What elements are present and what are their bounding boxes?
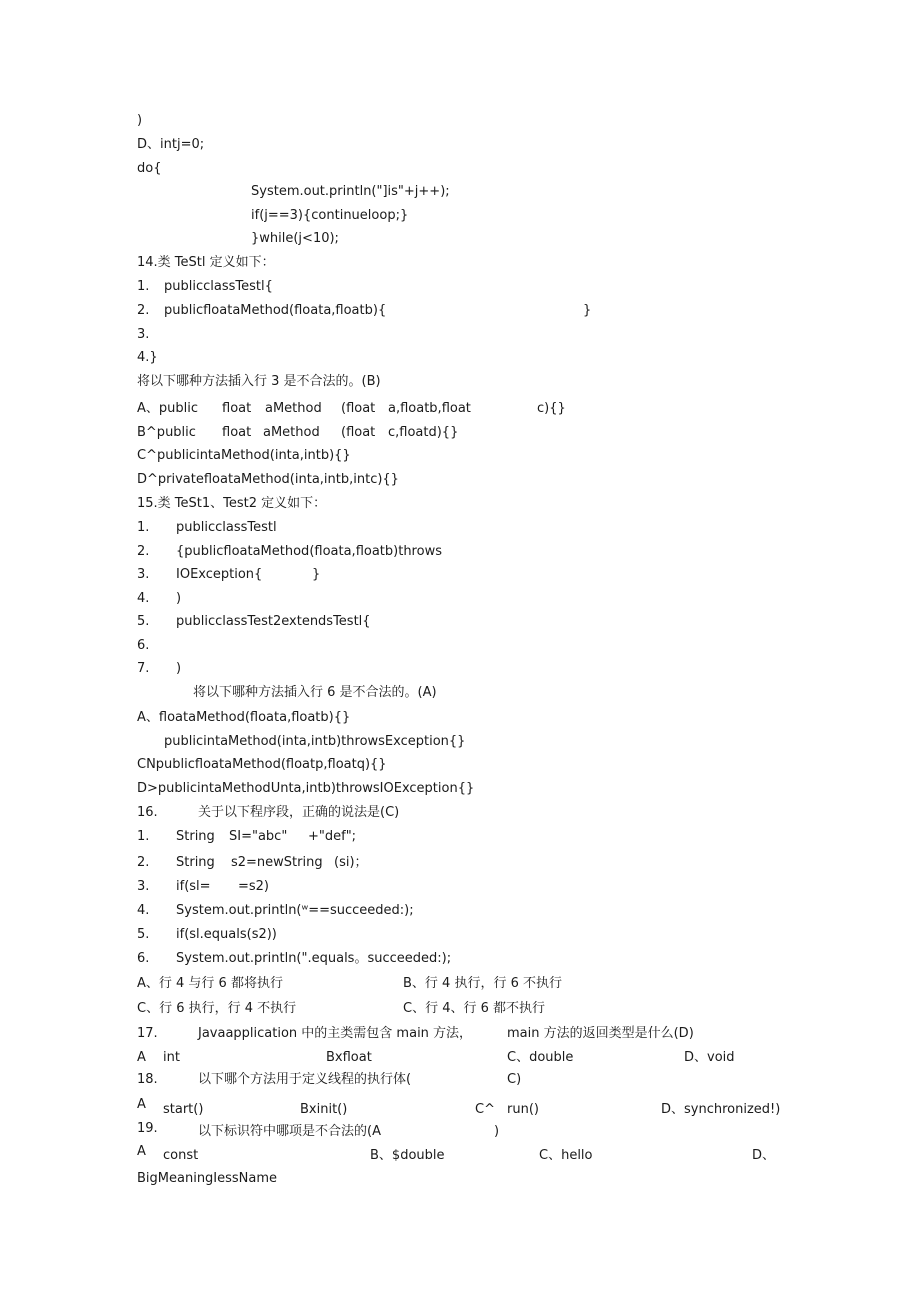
text-line: 17. [137,1026,158,1041]
text-line: System.out.println(".equals。succeeded꞉); [176,951,452,966]
text-line: BigMeaningIessName [137,1171,278,1186]
text-line: String [176,855,215,870]
text-line: float [222,425,252,440]
text-line: 2. [137,855,150,870]
text-line: A、行 4 与行 6 都将执行 [137,976,283,991]
text-line: System.out.println("]is"+j++); [251,184,450,199]
text-line: const [163,1148,199,1163]
text-line: c){} [537,401,566,416]
text-line: 7. [137,661,150,676]
text-line: run() [507,1102,539,1117]
text-line: 1. [137,279,150,294]
text-line: a,floatb,float [388,401,471,416]
text-line: 1. [137,520,150,535]
text-line: C^ [475,1102,495,1117]
text-line: C) [507,1072,522,1087]
text-line: 19. [137,1121,158,1136]
text-line: CNpublicfloataMethod(floatp,floatq){} [137,757,387,772]
text-line: aMethod [263,425,320,440]
text-line: C、double [507,1050,574,1065]
text-line: D>publicintaMethodUnta,intb)throwsIOException{} [137,781,475,796]
text-line: D^privatefloataMethod(inta,intb,intc){} [137,472,399,487]
text-line: 16. [137,805,158,820]
text-line: C、行 4、行 6 都不执行 [403,1001,546,1016]
text-line: A [137,1050,146,1065]
text-line: D、intj=0; [137,137,205,152]
text-line: 3. [137,327,150,342]
text-line: main 方法的返回类型是什么(D) [507,1026,694,1041]
text-line: ) [176,591,182,606]
text-line: D、void [684,1050,735,1065]
text-line: D、 [752,1148,776,1163]
text-line: publicfloataMethod(floata,floatb){ [164,303,387,318]
text-line: 5. [137,614,150,629]
text-line: 4. [137,903,150,918]
text-line: D、synchronized!) [661,1102,781,1117]
text-line: 18. [137,1072,158,1087]
text-line: 1. [137,829,150,844]
text-line: } [312,567,321,582]
text-line: float [222,401,252,416]
text-line: (float [341,425,376,440]
text-line: 15.类 TeSt1、Test2 定义如下： [137,496,327,511]
text-line: publicintaMethod(inta,intb)throwsException{} [164,734,466,749]
text-line: if(sl.equals(s2)) [176,927,277,942]
text-line: do{ [137,161,162,176]
text-line: ) [137,113,143,128]
text-line: {publicfloataMethod(floata,floatb)throws [176,544,442,559]
text-line: (si)； [334,855,368,870]
text-line: B、行 4 执行，行 6 不执行 [403,976,562,991]
text-line: String [176,829,215,844]
text-line: (float [341,401,376,416]
text-line: 6. [137,951,150,966]
text-line: 关于以下程序段，正确的说法是(C) [198,805,400,820]
text-line: A [137,1097,146,1112]
text-line: publicclassTest2extendsTestl{ [176,614,371,629]
text-line: A [137,1144,146,1159]
text-line: 将以下哪种方法插入行 3 是不合法的。(B) [137,374,381,389]
text-line: } [583,303,592,318]
text-line: 以下标识符中哪项是不合法的(A [198,1124,381,1139]
text-line: 2. [137,544,150,559]
text-line: ) [494,1124,500,1139]
text-line: =s2) [238,879,270,894]
text-line: Bxfloat [326,1050,372,1065]
text-line: 3. [137,567,150,582]
text-line: 以下哪个方法用于定义线程的执行体( [198,1072,412,1087]
text-line: }while(j<10); [251,231,339,246]
text-line: +"def"; [308,829,357,844]
text-line: s2=newString [231,855,323,870]
text-line: int [163,1050,180,1065]
text-line: B^public [137,425,196,440]
text-line: 6. [137,638,150,653]
text-line: 14.类 TeStl 定义如下： [137,255,275,270]
text-line: 将以下哪种方法插入行 6 是不合法的。(A) [193,685,437,700]
text-line: System.out.println(ʷ==succeeded꞉); [176,903,414,918]
text-line: aMethod [265,401,322,416]
text-line: c,floatd){} [388,425,459,440]
text-line: ) [176,661,182,676]
text-line: A、public [137,401,199,416]
text-line: 3. [137,879,150,894]
text-line: A、floataMethod(floata,floatb){} [137,710,351,725]
text-line: C、行 6 执行，行 4 不执行 [137,1001,297,1016]
text-line: B、$double [370,1148,445,1163]
text-line: 4. [137,591,150,606]
text-line: Bxinit() [300,1102,348,1117]
text-line: if(j==3){continueloop;} [251,208,409,223]
text-line: IOException{ [176,567,263,582]
text-line: publicclassTestl [176,520,277,535]
text-line: 2. [137,303,150,318]
text-line: 5. [137,927,150,942]
text-line: publicclassTestl{ [164,279,273,294]
text-line: C^publicintaMethod(inta,intb){} [137,448,351,463]
text-line: Javaapplication 中的主类需包含 main 方法， [198,1026,473,1041]
text-line: if(sl= [176,879,211,894]
text-line: SI="abc" [229,829,288,844]
text-line: C、hello [539,1148,593,1163]
text-line: start() [163,1102,204,1117]
text-line: 4.} [137,350,158,365]
